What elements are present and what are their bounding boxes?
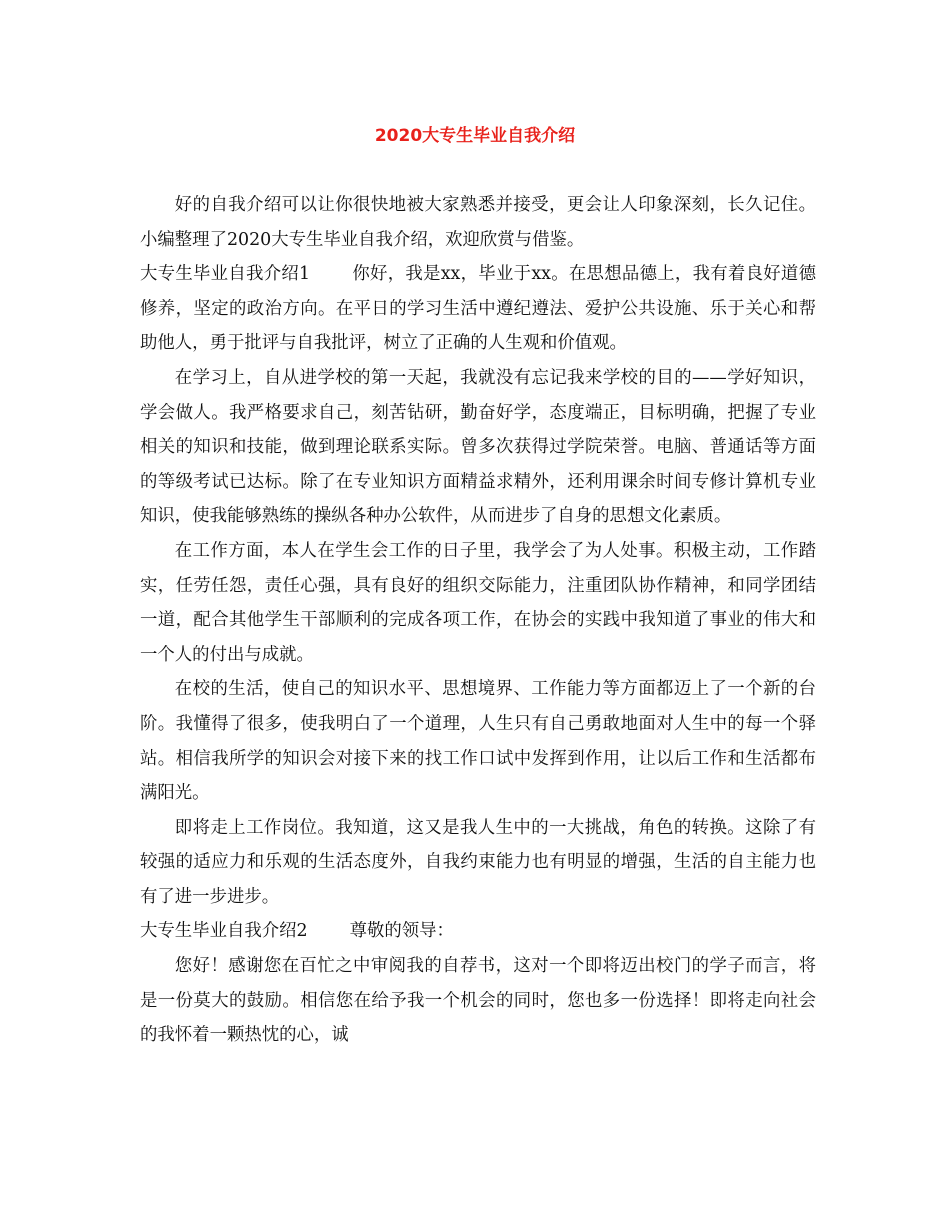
section-2-text: 尊敬的领导：	[349, 921, 454, 942]
study-paragraph: 在学习上，自从进学校的第一天起，我就没有忘记我来学校的目的——学好知识，学会做人。我严格要求自己，刻苦钻研，勤奋好学，态度端正，目标明确，把握了专业相关的知识和技能，做到理论联系实际。曾多次获得过学院荣誉。电脑、普通话等方面的等级考试已达标。除了在专业知识方面精益求精外，还利用课余时间专修计算机专业知识，使我能够熟练的操纵各种办公软件，从而进步了自身的思想文化素质。	[140, 367, 816, 527]
career-paragraph: 即将走上工作岗位。我知道，这又是我人生中的一大挑战，角色的转换。这除了有较强的适应力和乐观的生活态度外，自我约束能力也有明显的增强，生活的自主能力也有了进一步进步。	[140, 817, 816, 907]
closing-paragraph: 您好！感谢您在百忙之中审阅我的自荐书，这对一个即将迈出校门的学子而言，将是一份莫大的鼓励。相信您在给予我一个机会的同时，您也多一份选择！即将走向社会的我怀着一颗热忱的心，诚	[140, 956, 816, 1046]
document-body	[140, 188, 816, 1053]
section-1-paragraph	[140, 257, 816, 361]
section-2-heading: 大专生毕业自我介绍2	[140, 921, 308, 942]
section-1-heading: 大专生毕业自我介绍1	[140, 264, 311, 285]
work-paragraph: 在工作方面，本人在学生会工作的日子里，我学会了为人处事。积极主动，工作踏实，任劳任怨，责任心强，具有良好的组织交际能力，注重团队协作精神，和同学团结一道，配合其他学生干部顺利的完成各项工作，在协会的实践中我知道了事业的伟大和一个人的付出与成就。	[140, 540, 816, 665]
document-title: 2020大专生毕业自我介绍	[374, 126, 576, 146]
campus-life-paragraph: 在校的生活，使自己的知识水平、思想境界、工作能力等方面都迈上了一个新的台阶。我懂得了很多，使我明白了一个道理，人生只有自己勇敢地面对人生中的每一个驿站。相信我所学的知识会对接下来的找工作口试中发挥到作用，让以后工作和生活都布满阳光。	[140, 679, 816, 804]
section-1-text: 你好，我是xx，毕业于xx。在思想品德上，我有着良好道德修养，坚定的政治方向。在平日的学习生活中遵纪遵法、爱护公共设施、乐于关心和帮助他人，勇于批评与自我批评，树立了正确的人生观和价值观。	[140, 264, 816, 354]
intro-paragraph: 好的自我介绍可以让你很快地被大家熟悉并接受，更会让人印象深刻，长久记住。小编整理了2020大专生毕业自我介绍，欢迎欣赏与借鉴。	[140, 195, 816, 250]
section-2-paragraph	[140, 914, 816, 949]
